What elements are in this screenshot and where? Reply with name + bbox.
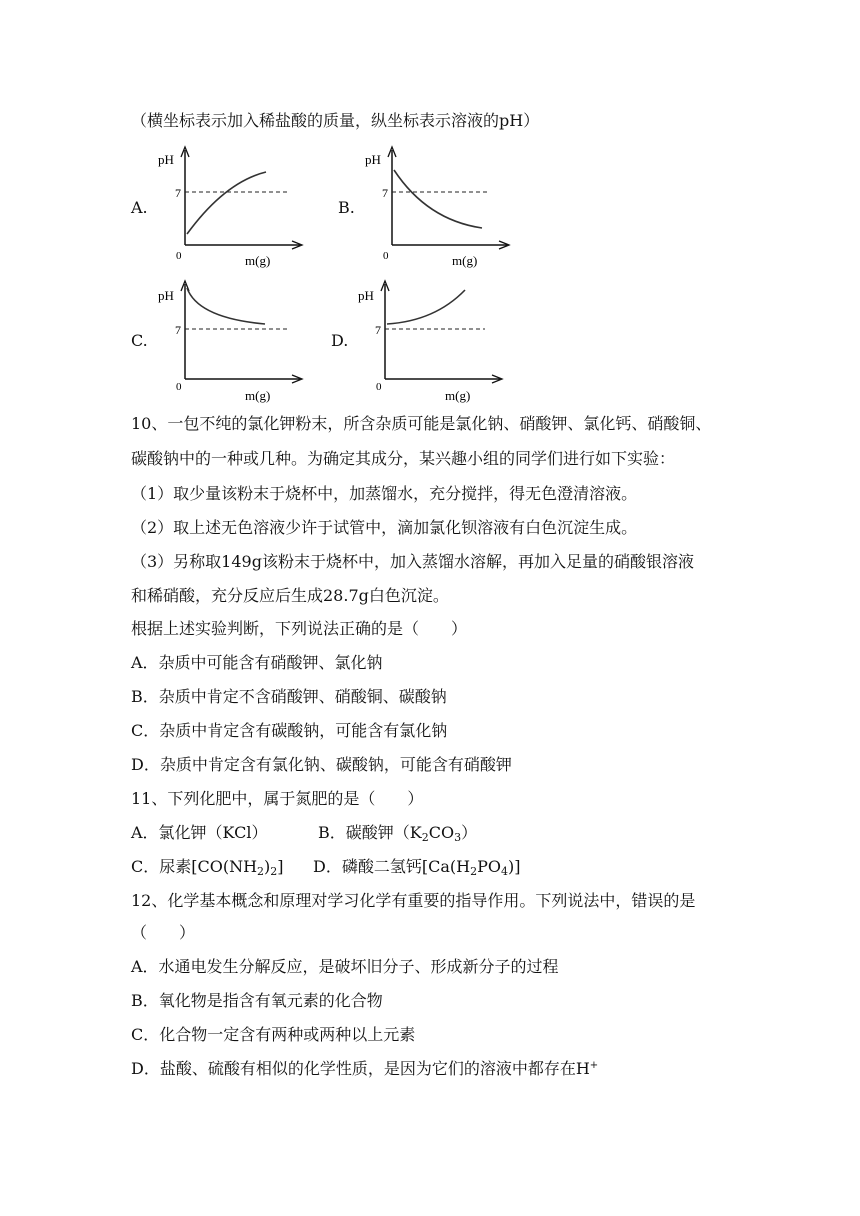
graph-c xyxy=(150,276,310,404)
q10-question: 根据上述实验判断，下列说法正确的是（ ） xyxy=(131,619,468,638)
graph-c-y-label: pH xyxy=(158,288,174,303)
graph-b-y-label: pH xyxy=(365,152,381,167)
graph-a-origin-label: 0 xyxy=(176,250,182,262)
q10-option-b[interactable]: B．杂质中肯定不含硝酸钾、硝酸铜、碳酸钠 xyxy=(131,687,447,706)
q11-option-c[interactable]: C．尿素$[CO(NH_2)_2]$ xyxy=(131,857,284,878)
graph-d-origin-label: 0 xyxy=(376,381,382,393)
q10-option-d[interactable]: D．杂质中肯定含有氯化钠、碳酸钠，可能含有硝酸钾 xyxy=(131,755,512,774)
q10-step-3-line2: 和稀硝酸，充分反应后生成28.7g白色沉淀。 xyxy=(131,586,449,605)
q10-option-a[interactable]: A．杂质中可能含有硝酸钾、氯化钠 xyxy=(131,653,383,672)
q10-step-2: （2）取上述无色溶液少许于试管中，滴加氯化钡溶液有白色沉淀生成。 xyxy=(131,518,638,537)
graph-c-origin-label: 0 xyxy=(176,381,182,393)
q10-stem-line1: 10、一包不纯的氯化钾粉末，所含杂质可能是氯化钠、硝酸钾、氯化钙、硝酸铜、 xyxy=(131,414,712,433)
graph-option-c-label: C. xyxy=(131,331,148,350)
q12-stem-line2: （ ） xyxy=(131,923,196,942)
q11-stem: 11、下列化肥中，属于氮肥的是（ ） xyxy=(131,789,424,808)
graph-a-ref-label: 7 xyxy=(175,186,181,200)
q10-step-1: （1）取少量该粉末于烧杯中，加蒸馏水，充分搅拌，得无色澄清溶液。 xyxy=(131,484,638,503)
graph-option-b-label: B. xyxy=(338,198,355,217)
graph-a-y-label: pH xyxy=(158,152,174,167)
graph-d-y-label: pH xyxy=(358,288,374,303)
graph-c-x-label: m(g) xyxy=(245,388,271,403)
q10-stem-line2: 碳酸钠中的一种或几种。为确定其成分，某兴趣小组的同学们进行如下实验： xyxy=(131,449,676,468)
q12-option-d[interactable]: D．盐酸、硫酸有相似的化学性质，是因为它们的溶液中都存在H+ xyxy=(131,1059,599,1078)
q11-option-a[interactable]: A．氯化钾（KCl） xyxy=(131,823,268,842)
graph-option-a-label: A. xyxy=(131,198,148,217)
q11-option-d[interactable]: D．磷酸二氢钙$[Ca(H_2PO_4)]$ xyxy=(313,857,521,878)
graph-c-ref-label: 7 xyxy=(175,323,181,337)
q10-option-c[interactable]: C．杂质中肯定含有碳酸钠，可能含有氯化钠 xyxy=(131,721,448,740)
graph-d-ref-label: 7 xyxy=(375,323,381,337)
graph-d xyxy=(350,276,510,404)
graph-a-x-label: m(g) xyxy=(245,253,271,268)
q11-option-b[interactable]: B．碳酸钾$(K_2CO_3)$ xyxy=(318,823,478,844)
graph-b-origin-label: 0 xyxy=(383,250,389,262)
graph-b xyxy=(357,142,517,270)
q12-stem-line1: 12、化学基本概念和原理对学习化学有重要的指导作用。下列说法中，错误的是 xyxy=(131,891,696,910)
graph-option-d-label: D. xyxy=(331,331,349,350)
q12-option-b[interactable]: B．氧化物是指含有氧元素的化合物 xyxy=(131,991,383,1010)
q12-option-c[interactable]: C．化合物一定含有两种或两种以上元素 xyxy=(131,1025,416,1044)
graph-instructions: （横坐标表示加入稀盐酸的质量，纵坐标表示溶液的pH） xyxy=(131,111,540,130)
q10-step-3-line1: （3）另称取149g该粉末于烧杯中，加入蒸馏水溶解，再加入足量的硝酸银溶液 xyxy=(131,552,694,571)
graph-b-ref-label: 7 xyxy=(382,186,388,200)
q12-option-a[interactable]: A．水通电发生分解反应，是破坏旧分子、形成新分子的过程 xyxy=(131,957,559,976)
graph-a xyxy=(150,142,310,270)
graph-d-x-label: m(g) xyxy=(445,388,471,403)
graph-b-x-label: m(g) xyxy=(452,253,478,268)
